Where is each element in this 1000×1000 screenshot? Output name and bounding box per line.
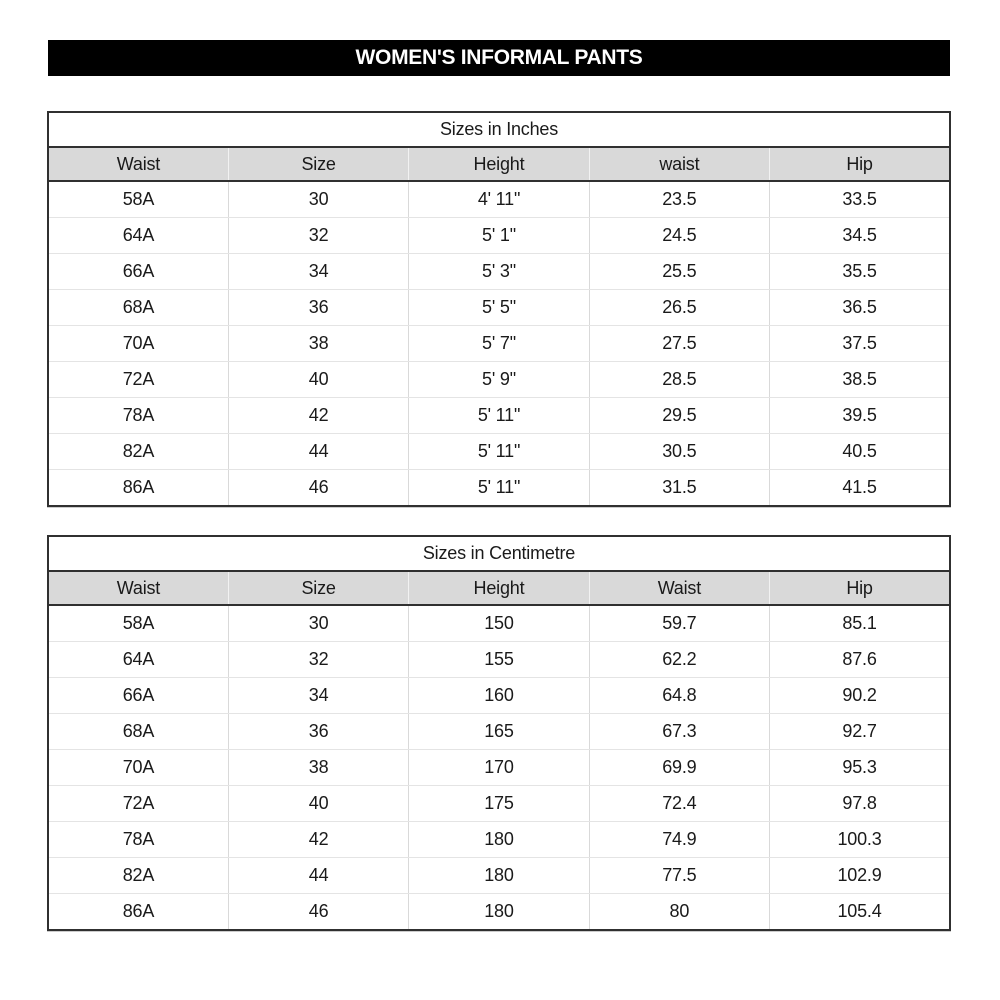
table-cell: 30 <box>228 605 408 642</box>
table-cell: 59.7 <box>589 605 769 642</box>
table-cell: 46 <box>228 470 408 507</box>
table-cell: 5' 9" <box>409 362 589 398</box>
table-row <box>48 362 950 398</box>
table-cell: 180 <box>409 858 589 894</box>
table-cell: 66A <box>48 254 228 290</box>
table-row <box>48 470 950 507</box>
table-cell: 29.5 <box>589 398 769 434</box>
table-cell: 38 <box>228 326 408 362</box>
table-cell: 38.5 <box>770 362 950 398</box>
table-cell: 180 <box>409 822 589 858</box>
table-header-row <box>48 571 950 605</box>
table-cell: 30.5 <box>589 434 769 470</box>
table-cell: 90.2 <box>770 678 950 714</box>
size-table-inches <box>47 111 951 507</box>
column-header: waist <box>589 147 769 181</box>
table-row <box>48 894 950 931</box>
table-cell: 105.4 <box>770 894 950 931</box>
table-cell: 72.4 <box>589 786 769 822</box>
table-row <box>48 290 950 326</box>
table-row <box>48 326 950 362</box>
table-cell: 102.9 <box>770 858 950 894</box>
table-cell: 66A <box>48 678 228 714</box>
table-cell: 40 <box>228 362 408 398</box>
table-title-row <box>48 112 950 147</box>
table-cell: 86A <box>48 894 228 931</box>
table-cell: 64.8 <box>589 678 769 714</box>
table-row <box>48 786 950 822</box>
table-cell: 82A <box>48 858 228 894</box>
column-header: Height <box>409 147 589 181</box>
table-cell: 58A <box>48 605 228 642</box>
table-cell: 97.8 <box>770 786 950 822</box>
table-cell: 175 <box>409 786 589 822</box>
table-cell: 160 <box>409 678 589 714</box>
table-cell: 5' 11" <box>409 470 589 507</box>
table-cell: 34 <box>228 678 408 714</box>
table-cell: 4' 11" <box>409 181 589 218</box>
table-cell: 25.5 <box>589 254 769 290</box>
table-cell: 80 <box>589 894 769 931</box>
table-cell: 78A <box>48 822 228 858</box>
table-cell: 62.2 <box>589 642 769 678</box>
table-cell: 44 <box>228 434 408 470</box>
table-header-row <box>48 147 950 181</box>
table-cell: 26.5 <box>589 290 769 326</box>
column-header: Waist <box>48 147 228 181</box>
table-body <box>48 181 950 506</box>
table-cell: 46 <box>228 894 408 931</box>
page-title: WOMEN'S INFORMAL PANTS <box>48 40 950 76</box>
table-cell: 86A <box>48 470 228 507</box>
table-row <box>48 398 950 434</box>
table-title-row <box>48 536 950 571</box>
table-cell: 87.6 <box>770 642 950 678</box>
table-cell: 69.9 <box>589 750 769 786</box>
column-header: Size <box>228 571 408 605</box>
table-row <box>48 822 950 858</box>
table-cell: 95.3 <box>770 750 950 786</box>
table-body <box>48 605 950 930</box>
table-cell: 5' 1" <box>409 218 589 254</box>
table-cell: 37.5 <box>770 326 950 362</box>
table-cell: 150 <box>409 605 589 642</box>
table-row <box>48 858 950 894</box>
table-cell: 78A <box>48 398 228 434</box>
table-cell: 77.5 <box>589 858 769 894</box>
table-cell: 85.1 <box>770 605 950 642</box>
table-title: Sizes in Centimetre <box>48 536 950 571</box>
table-cell: 5' 3" <box>409 254 589 290</box>
table-cell: 82A <box>48 434 228 470</box>
table-cell: 30 <box>228 181 408 218</box>
size-table-centimetre <box>47 535 951 931</box>
table-cell: 64A <box>48 218 228 254</box>
column-header: Hip <box>770 147 950 181</box>
table-cell: 32 <box>228 218 408 254</box>
table-cell: 34.5 <box>770 218 950 254</box>
table-row <box>48 678 950 714</box>
table-cell: 34 <box>228 254 408 290</box>
table-cell: 41.5 <box>770 470 950 507</box>
table-row <box>48 642 950 678</box>
table-cell: 5' 11" <box>409 398 589 434</box>
table-cell: 180 <box>409 894 589 931</box>
table-row <box>48 605 950 642</box>
table-row <box>48 218 950 254</box>
table-cell: 155 <box>409 642 589 678</box>
column-header: Height <box>409 571 589 605</box>
table-cell: 70A <box>48 326 228 362</box>
table-cell: 74.9 <box>589 822 769 858</box>
table-cell: 64A <box>48 642 228 678</box>
table-cell: 70A <box>48 750 228 786</box>
table-cell: 35.5 <box>770 254 950 290</box>
table-cell: 40 <box>228 786 408 822</box>
table-cell: 36.5 <box>770 290 950 326</box>
table-cell: 67.3 <box>589 714 769 750</box>
table-cell: 36 <box>228 290 408 326</box>
table-title: Sizes in Inches <box>48 112 950 147</box>
table-cell: 38 <box>228 750 408 786</box>
table-cell: 33.5 <box>770 181 950 218</box>
table-cell: 5' 5" <box>409 290 589 326</box>
table-cell: 27.5 <box>589 326 769 362</box>
table-cell: 32 <box>228 642 408 678</box>
column-header: Hip <box>770 571 950 605</box>
table-cell: 100.3 <box>770 822 950 858</box>
table-cell: 72A <box>48 362 228 398</box>
table-cell: 39.5 <box>770 398 950 434</box>
table-row <box>48 254 950 290</box>
table-cell: 23.5 <box>589 181 769 218</box>
table-cell: 24.5 <box>589 218 769 254</box>
table-cell: 170 <box>409 750 589 786</box>
table-cell: 92.7 <box>770 714 950 750</box>
column-header: Size <box>228 147 408 181</box>
column-header: Waist <box>48 571 228 605</box>
table-cell: 68A <box>48 290 228 326</box>
table-cell: 31.5 <box>589 470 769 507</box>
table-cell: 28.5 <box>589 362 769 398</box>
table-cell: 5' 11" <box>409 434 589 470</box>
table-cell: 165 <box>409 714 589 750</box>
column-header: Waist <box>589 571 769 605</box>
table-row <box>48 434 950 470</box>
table-cell: 42 <box>228 398 408 434</box>
table-cell: 44 <box>228 858 408 894</box>
table-cell: 72A <box>48 786 228 822</box>
table-cell: 58A <box>48 181 228 218</box>
table-cell: 36 <box>228 714 408 750</box>
table-row <box>48 181 950 218</box>
table-cell: 40.5 <box>770 434 950 470</box>
table-row <box>48 750 950 786</box>
table-cell: 5' 7" <box>409 326 589 362</box>
table-cell: 68A <box>48 714 228 750</box>
table-cell: 42 <box>228 822 408 858</box>
table-row <box>48 714 950 750</box>
